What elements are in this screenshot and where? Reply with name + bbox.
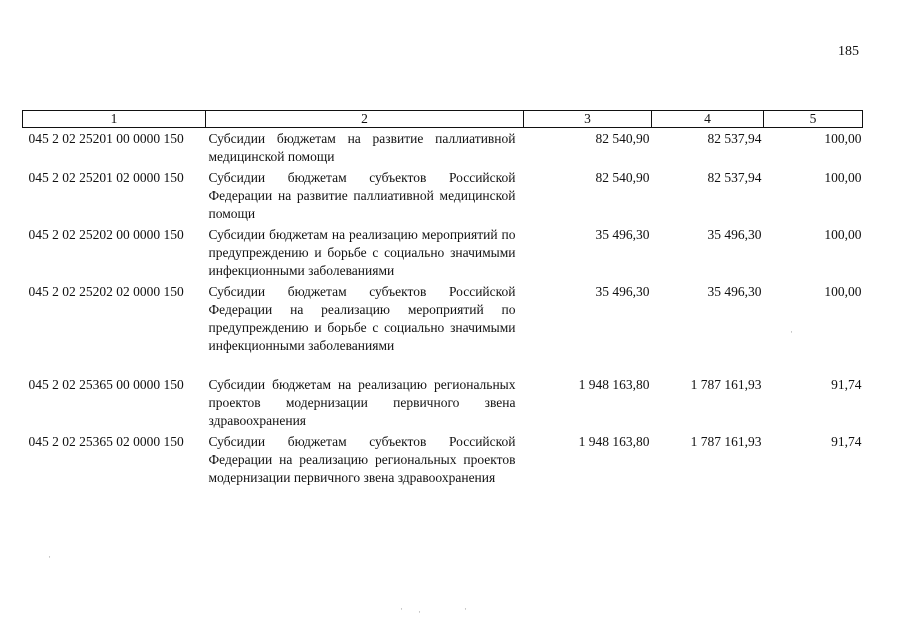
row-description: Субсидии бюджетам субъектов Российской Федерации на развитие паллиативной медицинской помощи — [208, 170, 516, 221]
table-row — [23, 431, 863, 488]
row-code: 045 2 02 25201 00 0000 150 — [28, 131, 184, 146]
row-col3-value: 82 540,90 — [595, 170, 650, 185]
header-col-5: 5 — [764, 111, 863, 128]
row-col4-value: 35 496,30 — [707, 284, 762, 299]
row-col4-value: 1 787 161,93 — [690, 434, 762, 449]
row-col4-value: 82 537,94 — [707, 170, 762, 185]
table-row — [23, 281, 863, 356]
row-col3-value: 1 948 163,80 — [578, 434, 650, 449]
row-col3-value: 35 496,30 — [595, 227, 650, 242]
row-col5-value: 100,00 — [824, 227, 862, 242]
table-row — [23, 167, 863, 224]
header-col-3: 3 — [524, 111, 652, 128]
row-col5-value: 100,00 — [824, 284, 862, 299]
table-body — [23, 128, 863, 489]
row-col5-value: 91,74 — [831, 434, 862, 449]
row-description: Субсидии бюджетам на реализацию мероприятий по предупреждению и борьбе с социально значимыми инфекционными заболеваниями — [208, 227, 516, 278]
row-col5-value: 100,00 — [824, 170, 862, 185]
scan-speck: · — [400, 604, 403, 614]
row-col3-value: 35 496,30 — [595, 284, 650, 299]
page-number: 185 — [838, 44, 859, 59]
row-code: 045 2 02 25202 02 0000 150 — [28, 284, 184, 299]
row-col5-value: 91,74 — [831, 377, 862, 392]
header-row — [23, 111, 863, 128]
row-col3-value: 1 948 163,80 — [578, 377, 650, 392]
scan-speck: · — [464, 604, 467, 614]
row-code: 045 2 02 25202 00 0000 150 — [28, 227, 184, 242]
row-code: 045 2 02 25365 02 0000 150 — [28, 434, 184, 449]
table-row — [23, 224, 863, 281]
row-col4-value: 35 496,30 — [707, 227, 762, 242]
row-col5-value: 100,00 — [824, 131, 862, 146]
row-description: Субсидии бюджетам субъектов Российской Федерации на реализацию региональных проектов модернизации первичного звена здравоохранения — [208, 434, 516, 485]
row-description: Субсидии бюджетам субъектов Российской Федерации на реализацию мероприятий по предупреждению и борьбе с социально значимыми инфекционными заболеваниями — [208, 284, 516, 353]
header-col-4: 4 — [652, 111, 764, 128]
row-description: Субсидии бюджетам на реализацию региональных проектов модернизации первичного звена здравоохранения — [208, 377, 516, 428]
row-code: 045 2 02 25201 02 0000 150 — [28, 170, 184, 185]
row-col4-value: 1 787 161,93 — [690, 377, 762, 392]
table-row — [23, 356, 863, 431]
budget-table-container — [22, 110, 862, 488]
row-col3-value: 82 540,90 — [595, 131, 650, 146]
header-col-2: 2 — [206, 111, 524, 128]
row-description: Субсидии бюджетам на развитие паллиативной медицинской помощи — [208, 131, 516, 164]
scan-speck: · — [48, 552, 51, 562]
scan-speck: · — [790, 327, 793, 337]
table-row — [23, 128, 863, 168]
row-code: 045 2 02 25365 00 0000 150 — [28, 377, 184, 392]
row-col4-value: 82 537,94 — [707, 131, 762, 146]
scan-speck: · — [418, 607, 421, 617]
budget-table — [22, 110, 863, 488]
table-header — [23, 111, 863, 128]
header-col-1: 1 — [23, 111, 206, 128]
